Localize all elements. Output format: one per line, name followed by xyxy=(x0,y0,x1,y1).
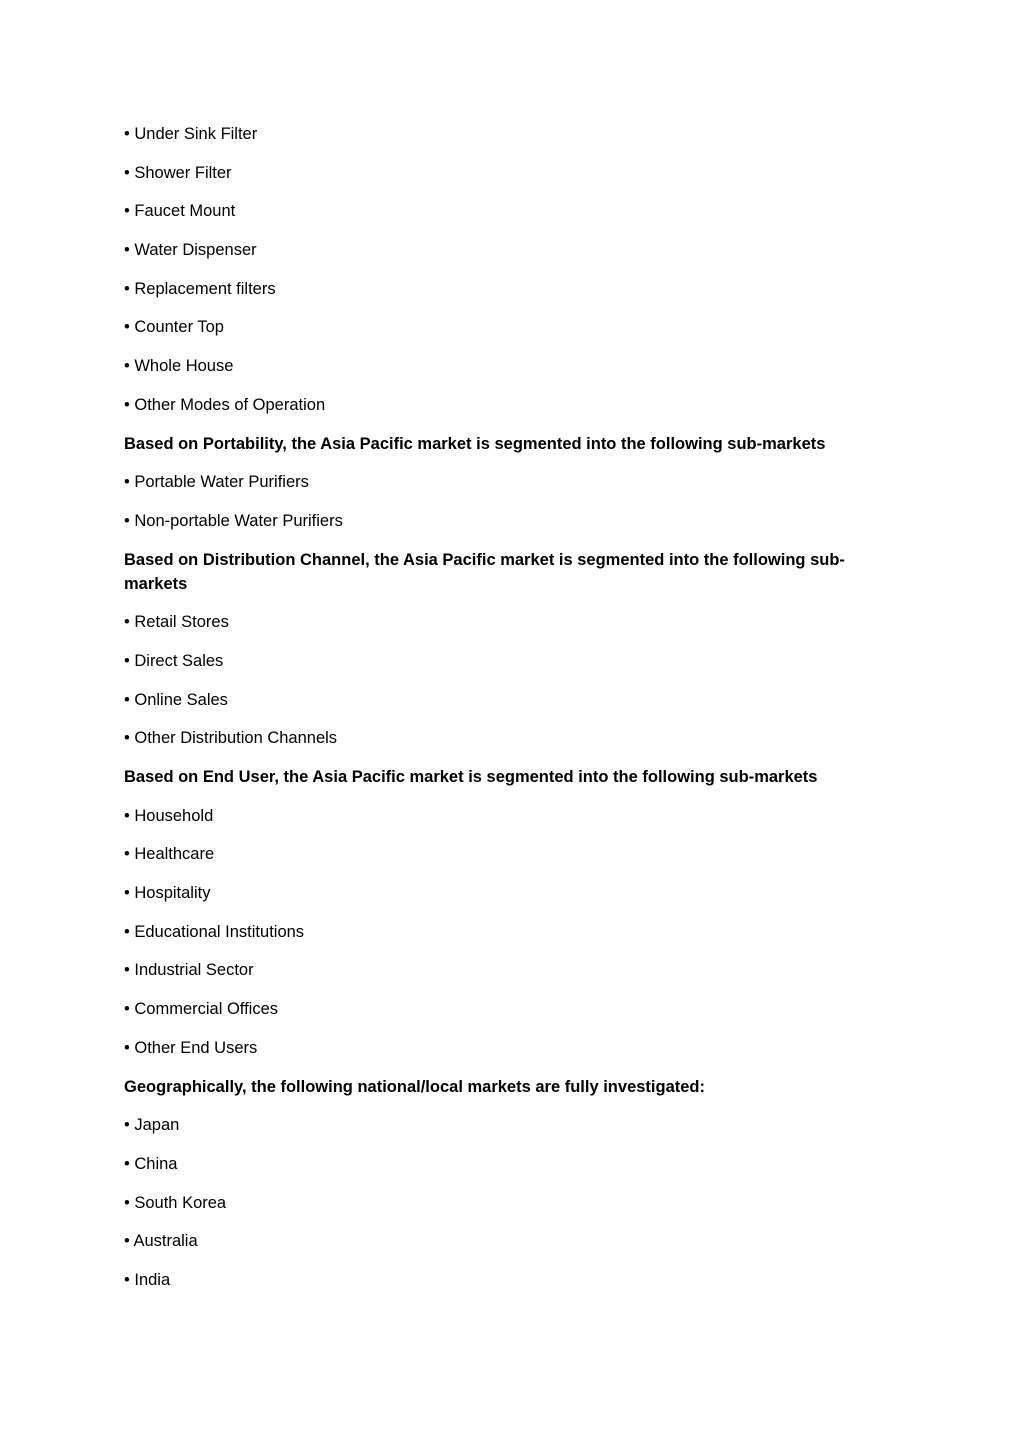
section-heading-end-user: Based on End User, the Asia Pacific market is segmented into the following sub-markets xyxy=(124,768,818,786)
list-item: • South Korea xyxy=(124,1193,227,1212)
section-heading-portability: Based on Portability, the Asia Pacific market is segmented into the following sub-markets xyxy=(124,434,826,453)
list-item: • Water Dispenser xyxy=(124,241,257,260)
list-item: • Online Sales xyxy=(124,690,228,709)
list-item: • Industrial Sector xyxy=(124,961,254,980)
document-page xyxy=(124,122,864,1307)
list-item: • Japan xyxy=(124,1116,180,1135)
list-item: • Counter Top xyxy=(124,318,224,337)
list-item: • Faucet Mount xyxy=(124,202,236,221)
list-item: • Retail Stores xyxy=(124,613,229,632)
list-item: • India xyxy=(124,1270,171,1289)
list-item: • Healthcare xyxy=(124,845,215,864)
list-item: • Whole House xyxy=(124,357,234,376)
list-item: • Commercial Offices xyxy=(124,1000,279,1019)
list-item: • Other End Users xyxy=(124,1038,258,1057)
list-item: • Replacement filters xyxy=(124,279,276,298)
list-item: • Non-portable Water Purifiers xyxy=(124,511,343,530)
section-heading-distribution-channel: Based on Distribution Channel, the Asia Pacific market is segmented into the following sub-markets xyxy=(124,550,845,593)
list-item: • Direct Sales xyxy=(124,651,224,670)
list-item: • Shower Filter xyxy=(124,163,232,182)
list-item: • Household xyxy=(124,806,214,825)
list-item: • Under Sink Filter xyxy=(124,125,258,143)
list-item: • Educational Institutions xyxy=(124,922,305,941)
list-item: • China xyxy=(124,1154,178,1173)
list-item: • Other Modes of Operation xyxy=(124,395,326,414)
list-item: • Hospitality xyxy=(124,884,211,903)
section-heading-geography: Geographically, the following national/local markets are fully investigated: xyxy=(124,1077,705,1096)
list-item: • Australia xyxy=(124,1232,198,1251)
list-item: • Other Distribution Channels xyxy=(124,729,338,748)
list-item: • Portable Water Purifiers xyxy=(124,473,309,492)
